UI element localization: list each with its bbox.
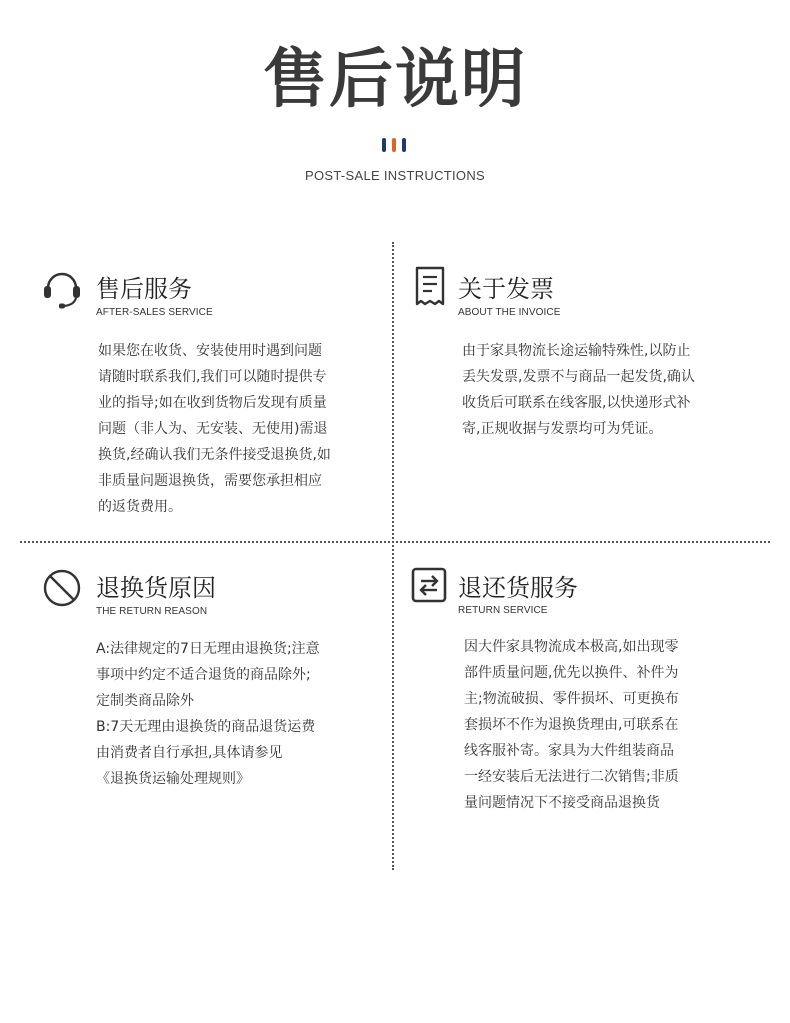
section-subtitle: ABOUT THE INVOICE	[458, 307, 561, 318]
body-line: 收货后可联系在线客服,以快递形式补	[462, 395, 691, 411]
body-line: 换货,经确认我们无条件接受退换货,如	[98, 447, 331, 463]
body-line: 定制类商品除外	[96, 693, 194, 709]
section-title: 关于发票	[458, 275, 554, 303]
section-body	[96, 636, 320, 792]
body-line: A:法律规定的7日无理由退换货;注意	[96, 641, 320, 657]
body-line: 事项中约定不适合退货的商品除外;	[96, 667, 311, 683]
body-line: 《退换货运输处理规则》	[96, 771, 250, 787]
body-line: 由于家具物流长途运输特殊性,以防止	[462, 343, 691, 359]
vertical-divider	[392, 242, 394, 870]
body-line: 主;物流破损、零件损坏、可更换布	[464, 691, 679, 707]
body-line: 业的指导;如在收到货物后发现有质量	[98, 395, 327, 411]
body-line: 请随时联系我们,我们可以随时提供专	[98, 369, 327, 385]
body-line: 由消费者自行承担,具体请参见	[96, 745, 283, 761]
headset-icon	[40, 266, 84, 310]
section-subtitle: RETURN SERVICE	[458, 605, 548, 616]
body-line: 丢失发票,发票不与商品一起发货,确认	[462, 369, 695, 385]
body-line: 部件质量问题,优先以换件、补件为	[464, 665, 679, 681]
title-decoration-bars	[380, 138, 410, 152]
section-body	[462, 338, 695, 442]
section-title: 退还货服务	[458, 574, 578, 602]
body-line: 寄,正规收据与发票均可为凭证。	[462, 421, 663, 437]
receipt-icon	[408, 264, 452, 308]
body-line: 因大件家具物流成本极高,如出现零	[464, 639, 679, 655]
body-line: 套损坏不作为退换货理由,可联系在	[464, 717, 679, 733]
body-line: 的返货费用。	[98, 499, 182, 515]
body-line: 线客服补寄。家具为大件组装商品	[464, 743, 674, 759]
section-subtitle: AFTER-SALES SERVICE	[96, 307, 213, 318]
section-title: 售后服务	[96, 275, 192, 303]
section-body	[98, 338, 331, 520]
body-line: 量问题情况下不接受商品退换货	[464, 795, 660, 811]
body-line: 如果您在收货、安装使用时遇到问题	[98, 343, 322, 359]
section-body	[464, 634, 679, 816]
decoration-bar-left	[382, 138, 386, 152]
body-line: 非质量问题退换货，需要您承担相应	[98, 473, 322, 489]
section-subtitle: THE RETURN REASON	[96, 606, 208, 617]
decoration-bar-middle	[392, 138, 396, 152]
body-line: 问题（非人为、无安装、无使用)需退	[98, 421, 328, 437]
decoration-bar-right	[402, 138, 406, 152]
page-title: 售后说明	[263, 43, 527, 117]
exchange-arrows-icon	[408, 564, 452, 608]
section-title: 退换货原因	[96, 574, 216, 602]
prohibited-icon	[40, 566, 84, 610]
horizontal-divider	[20, 541, 770, 543]
page-subtitle: POST-SALE INSTRUCTIONS	[305, 168, 485, 183]
body-line: 一经安装后无法进行二次销售;非质	[464, 769, 679, 785]
body-line: B:7天无理由退换货的商品退货运费	[96, 719, 316, 735]
